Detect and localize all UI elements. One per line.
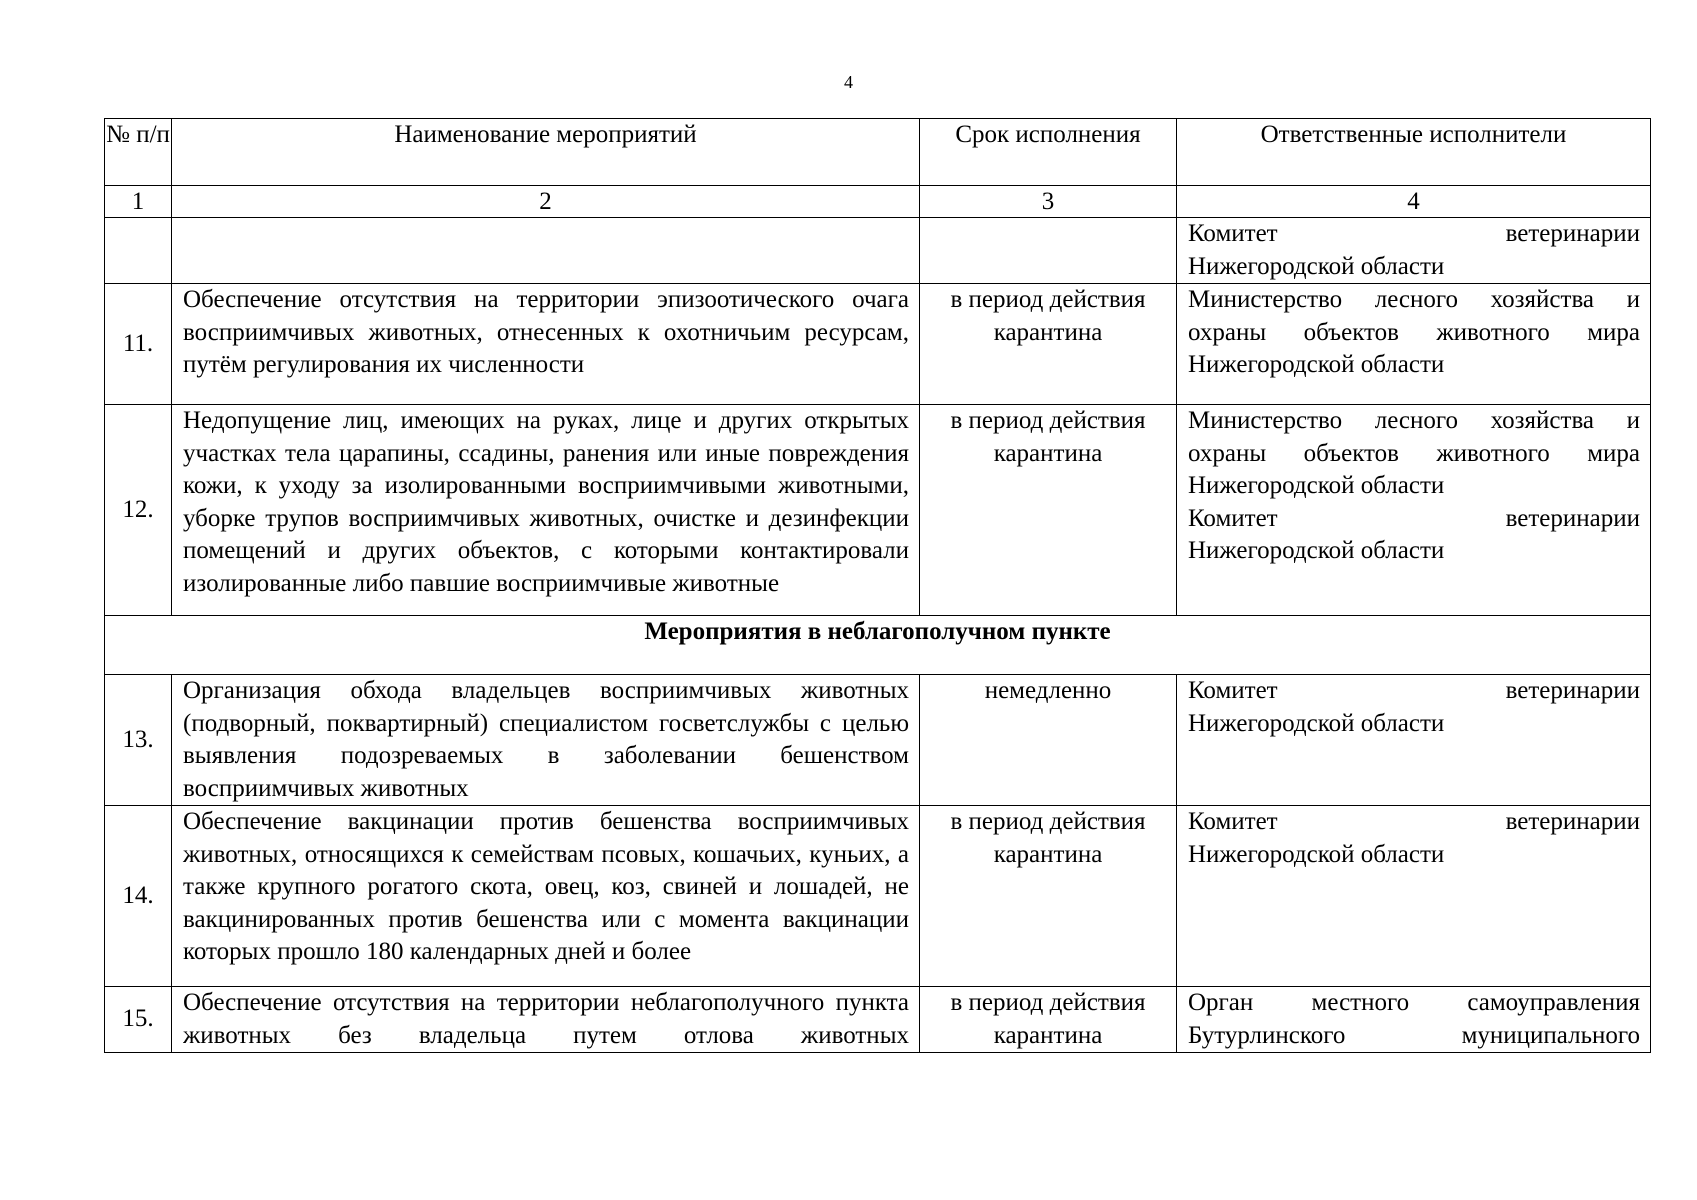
term-text: немедленно: [920, 675, 1177, 806]
row-number: 12.: [105, 405, 172, 616]
responsible-cell: [1177, 806, 1651, 987]
column-number: 1: [105, 186, 172, 218]
section-row: [105, 616, 1651, 675]
term-text: в период действия карантина: [920, 806, 1177, 987]
responsible-line: Нижегородской области: [1188, 840, 1445, 868]
table-row: [105, 284, 1651, 405]
column-number: 2: [172, 186, 920, 218]
measures-table: [104, 118, 1651, 1053]
column-number: 4: [1177, 186, 1651, 218]
header-num: № п/п: [105, 119, 172, 186]
row-number: 15.: [105, 987, 172, 1053]
responsible-word: Комитет: [1188, 504, 1278, 532]
responsible-word: ветеринарии: [1505, 220, 1640, 247]
term-text: в период действия карантина: [920, 987, 1177, 1053]
table-row: [105, 806, 1651, 987]
responsible-word: Комитет: [1188, 808, 1278, 835]
measure-text: Обеспечение отсутствия на территории неблагополучного пункта животных без владельца путем отлова животных: [183, 989, 909, 1049]
page-number: 4: [844, 72, 853, 92]
header-name: Наименование мероприятий: [172, 119, 920, 186]
responsible-cell: [1177, 405, 1651, 616]
row-number: 14.: [105, 806, 172, 987]
responsible-text: Министерство лесного хозяйства и охраны объектов животного мира Нижегородской области: [1177, 284, 1651, 405]
table-header-row: [105, 119, 1651, 186]
row-number: 13.: [105, 675, 172, 806]
responsible-line: Нижегородской области: [1188, 252, 1445, 280]
responsible-line: Нижегородской области: [1188, 709, 1445, 737]
measure-text: Обеспечение вакцинации против бешенства восприимчивых животных, относящихся к семействам псовых, кошачьих, куньих, а также крупного рогатого скота, овец, коз, свиней и лошадей, не вакцинированных против бешенства или с момента вакцинации которых прошло 180 календарных дней и более: [172, 806, 920, 987]
responsible-cell: [1177, 218, 1651, 284]
responsible-word: ветеринарии: [1505, 808, 1640, 835]
responsible-cell: [1177, 675, 1651, 806]
responsible-text: Орган местного самоуправления Бутурлинского муниципального: [1188, 989, 1640, 1049]
column-numbers-row: [105, 186, 1651, 218]
header-responsible: Ответственные исполнители: [1177, 119, 1651, 186]
responsible-line: Нижегородской области: [1188, 537, 1445, 564]
section-title: Мероприятия в неблагополучном пункте: [105, 616, 1651, 675]
header-term: Срок исполнения: [920, 119, 1177, 186]
term-text: в период действия карантина: [920, 405, 1177, 616]
measure-text: Организация обхода владельцев восприимчивых животных (подворный, поквартирный) специалистом госветслужбы с целью выявления подозреваемых в заболевании бешенством восприимчивых животных: [172, 675, 920, 806]
responsible-word: ветеринарии: [1505, 504, 1640, 532]
measure-text: Обеспечение отсутствия на территории эпизоотического очага восприимчивых животных, отнесенных к охотничьим ресурсам, путём регулирования их численности: [172, 284, 920, 405]
responsible-text: Министерство лесного хозяйства и охраны объектов животного мира Нижегородской области: [1188, 407, 1640, 499]
responsible-word: Комитет: [1188, 220, 1278, 247]
responsible-word: Комитет: [1188, 677, 1278, 704]
column-number: 3: [920, 186, 1177, 218]
table-row: [105, 405, 1651, 616]
table-row: [105, 218, 1651, 284]
term-text: в период действия карантина: [920, 284, 1177, 405]
measure-text: Недопущение лиц, имеющих на руках, лице и других открытых участках тела царапины, ссадины, ранения или иные повреждения кожи, к уходу за изолированными восприимчивыми животными, уборке трупов восприимчивых животных, очистке и дезинфекции помещений и других объектов, с которыми контактировали изолированные либо павшие восприимчивые животные: [172, 405, 920, 616]
table-row: [105, 987, 1651, 1053]
row-number: 11.: [105, 284, 172, 405]
responsible-word: ветеринарии: [1505, 677, 1640, 704]
table-row: [105, 675, 1651, 806]
